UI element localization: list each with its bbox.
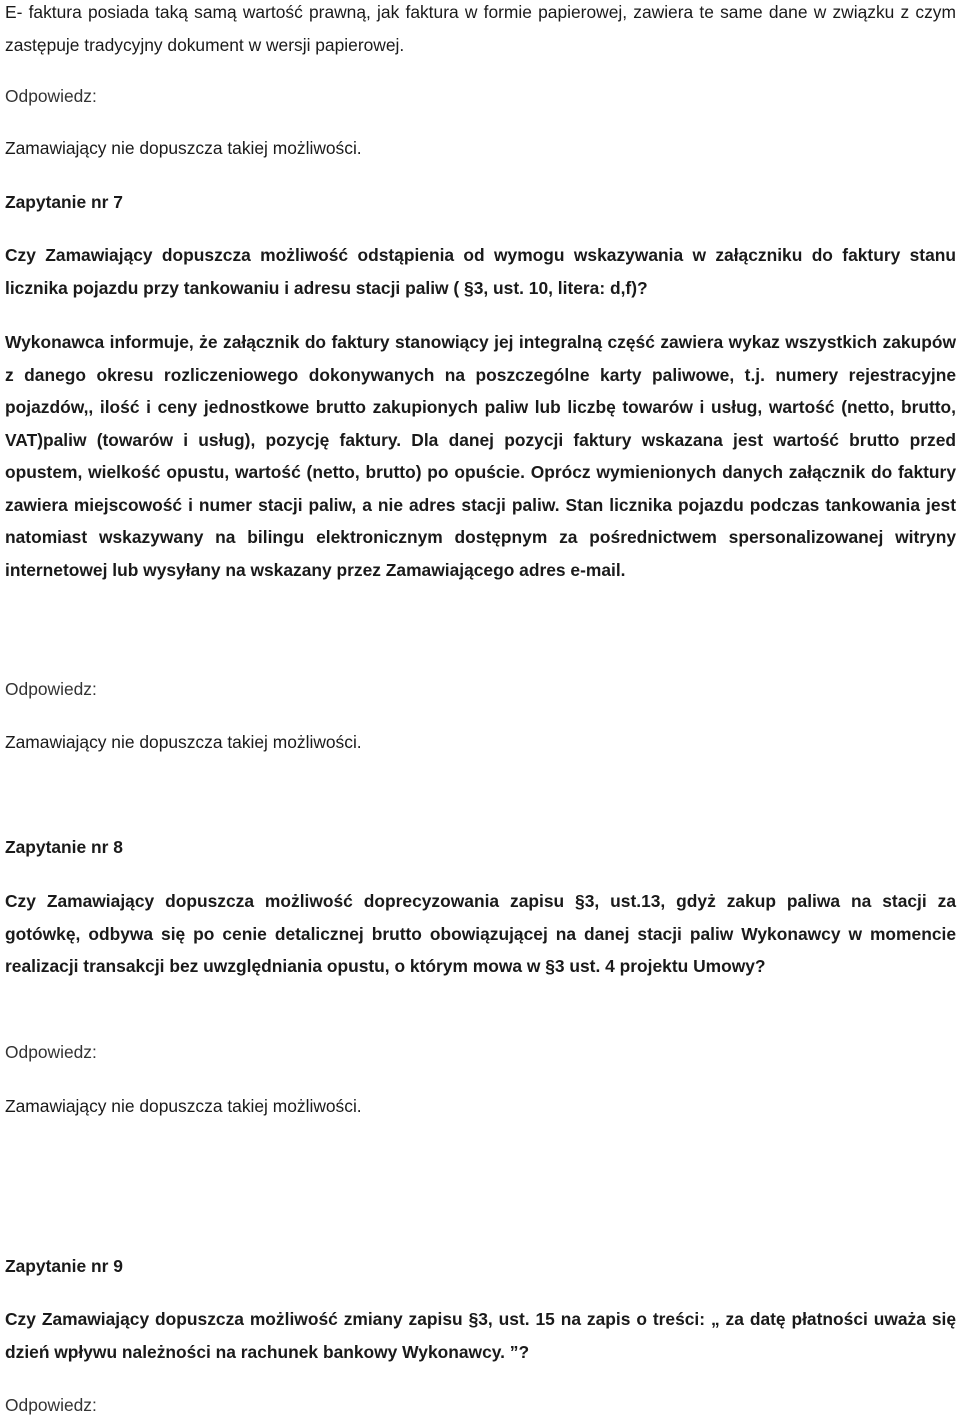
answer-text: Zamawiający nie dopuszcza takiej możliwości. <box>5 1096 362 1116</box>
contractor-info-paragraph: Wykonawca informuje, że załącznik do faktury stanowiący jej integralną część zawiera wykaz wszystkich zakupów z danego okresu rozliczeniowego dokonywanych na poszczególne karty paliwowe, t.j. numery rejestracyjne pojazdów,, ilość i ceny jednostkowe brutto zakupionych paliw lub liczbę towarów i usług, wartość (netto, brutto, VAT)paliw (towarów i usług), pozycję faktury. Dla danej pozycji faktury wskazana jest wartość brutto przed opustem, wielkość opustu, wartość (netto, brutto) po opuście. Oprócz wymienionych danych załącznik do faktury zawiera miejscowość i numer stacji paliw, a nie adres stacji paliw. Stan licznika pojazdu podczas tankowania jest natomiast wskazywany na bilingu elektronicznym dostępnym za pośrednictwem spersonalizowanej witryny internetowej lub wysyłany na wskazany przez Zamawiającego adres e-mail. <box>5 332 956 580</box>
question-9-text: Czy Zamawiający dopuszcza możliwość zmiany zapisu §3, ust. 15 na zapis o treści: „ za datę płatności uważa się dzień wpływu należności na rachunek bankowy Wykonawcy. ”? <box>5 1309 956 1362</box>
answer-label: Odpowiedz: <box>5 679 97 699</box>
answer-label: Odpowiedz: <box>5 86 97 106</box>
answer-label: Odpowiedz: <box>5 1042 97 1062</box>
answer-text: Zamawiający nie dopuszcza takiej możliwości. <box>5 138 362 158</box>
intro-paragraph: E- faktura posiada taką samą wartość prawną, jak faktura w formie papierowej, zawiera te same dane w związku z czym zastępuje tradycyjny dokument w wersji papierowej. <box>5 2 956 55</box>
question-7-text: Czy Zamawiający dopuszcza możliwość odstąpienia od wymogu wskazywania w załączniku do faktury stanu licznika pojazdu przy tankowaniu i adresu stacji paliw ( §3, ust. 10, litera: d,f)? <box>5 245 956 298</box>
question-7-heading: Zapytanie nr 7 <box>5 192 123 212</box>
answer-label: Odpowiedz: <box>5 1395 97 1415</box>
question-8-heading: Zapytanie nr 8 <box>5 837 123 857</box>
question-9-heading: Zapytanie nr 9 <box>5 1256 123 1276</box>
question-8-text: Czy Zamawiający dopuszcza możliwość doprecyzowania zapisu §3, ust.13, gdyż zakup paliwa na stacji za gotówkę, odbywa się po cenie detalicznej brutto obowiązującej na danej stacji paliw Wykonawcy w momencie realizacji transakcji bez uwzględniania opustu, o którym mowa w §3 ust. 4 projektu Umowy? <box>5 891 956 976</box>
answer-text: Zamawiający nie dopuszcza takiej możliwości. <box>5 732 362 752</box>
